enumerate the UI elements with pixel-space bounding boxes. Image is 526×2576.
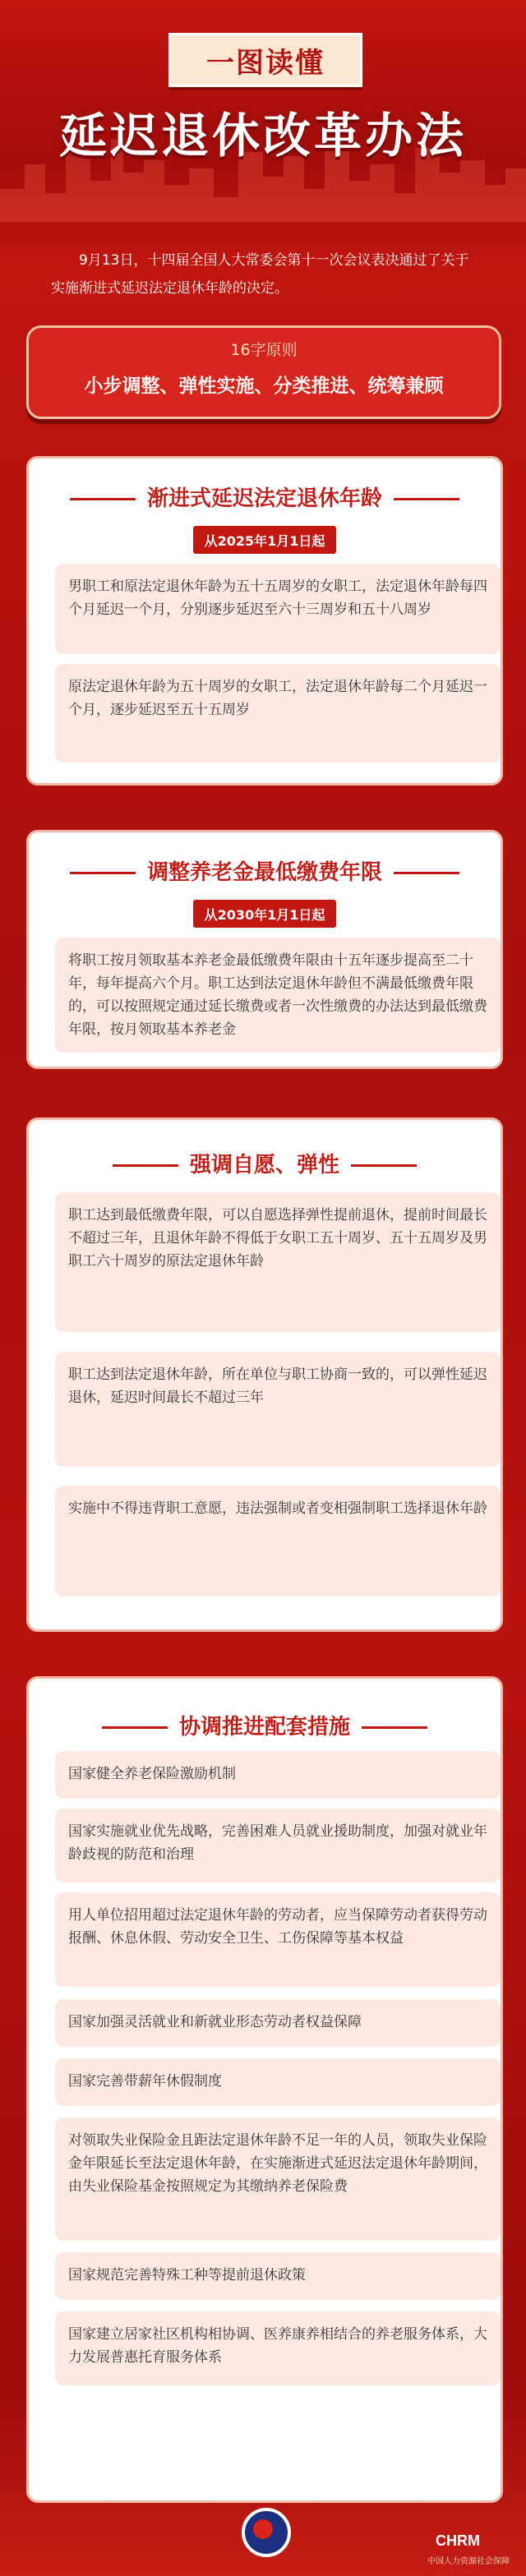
info-box: 原法定退休年龄为五十周岁的女职工，法定退休年龄每二个月延迟一个月，逐步延迟至五十五周岁 — [55, 664, 501, 763]
info-box: 国家规范完善特殊工种等提前退休政策 — [55, 2252, 501, 2300]
title-bar-right — [351, 1164, 417, 1167]
section-title — [29, 1148, 501, 1178]
title-bar-left — [70, 498, 136, 500]
title-bar-right — [394, 872, 459, 874]
info-box: 国家建立居家社区机构相协调、医养康养相结合的养老服务体系，大力发展普惠托育服务体系 — [55, 2311, 501, 2385]
title-bar-right — [394, 498, 459, 500]
footer-brand-sub: 中国人力资源社会保障 — [427, 2557, 510, 2566]
header — [0, 0, 526, 247]
info-box: 国家健全养老保险激励机制 — [55, 1751, 501, 1799]
section-title-text: 渐进式延迟法定退休年龄 — [146, 486, 382, 511]
principle-banner — [26, 325, 501, 419]
title-bar-right — [362, 1726, 427, 1729]
mohrss-logo-icon — [242, 2508, 291, 2557]
footer-brand: CHRM — [436, 2532, 480, 2549]
info-box: 用人单位招用超过法定退休年龄的劳动者，应当保障劳动者获得劳动报酬、休息休假、劳动安全卫生、工伤保障等基本权益 — [55, 1892, 501, 1987]
info-box: 国家加强灵活就业和新就业形态劳动者权益保障 — [55, 1999, 501, 2047]
principle-text: 小步调整、弹性实施、分类推进、统筹兼顾 — [84, 376, 444, 397]
main-title: 延迟退休改革办法 — [58, 108, 467, 164]
logo-inner — [253, 2519, 273, 2539]
info-box: 职工达到最低缴费年限，可以自愿选择弹性提前退休，提前时间最长不超过三年，且退休年龄不得低于女职工五十周岁、五十五周岁及男职工六十周岁的原法定退休年龄 — [55, 1192, 501, 1332]
small-title: 一图读懂 — [168, 33, 362, 87]
date-badge: 从2030年1月1日起 — [193, 900, 336, 928]
info-box: 国家完善带薪年休假制度 — [55, 2058, 501, 2106]
info-box: 对领取失业保险金且距法定退休年龄不足一年的人员，领取失业保险金年限延长至法定退休年龄，在实施渐进式延迟法定退休年龄期间，由失业保险基金按照规定为其缴纳养老保险费 — [55, 2117, 501, 2241]
section-title — [29, 855, 501, 886]
info-box: 实施中不得违背职工意愿，违法强制或者变相强制职工选择退休年龄 — [55, 1486, 501, 1597]
title-bar-left — [113, 1164, 178, 1167]
info-box: 将职工按月领取基本养老金最低缴费年限由十五年逐步提高至二十年，每年提高六个月。职工达到法定退休年龄但不满最低缴费年限的，可以按照规定通过延长缴费或者一次性缴费的办法达到最低缴费年限，按月领取基本养老金 — [55, 938, 501, 1053]
info-box: 男职工和原法定退休年龄为五十五周岁的女职工，法定退休年龄每四个月延迟一个月，分别逐步延迟至六十三周岁和五十八周岁 — [55, 564, 501, 654]
title-bar-left — [102, 1726, 168, 1729]
section-card-contribution — [26, 830, 503, 1069]
section-card-supporting-measures — [26, 1676, 503, 2503]
section-title — [29, 1710, 501, 1740]
section-card-voluntary — [26, 1117, 503, 1632]
section-title-text: 调整养老金最低缴费年限 — [146, 860, 382, 885]
section-title — [29, 482, 501, 512]
info-box: 职工达到法定退休年龄，所在单位与职工协商一致的，可以弹性延迟退休，延迟时间最长不超过三年 — [55, 1352, 501, 1467]
section-title-text: 强调自愿、弹性 — [189, 1153, 339, 1177]
title-bar-left — [70, 872, 136, 874]
section-card-delay-age — [26, 456, 503, 786]
intro-text: 9月13日，十四届全国人大常委会第十一次会议表决通过了关于实施渐进式延迟法定退休年龄的决定。 — [51, 252, 469, 297]
section-title-text: 协调推进配套措施 — [178, 1715, 350, 1740]
date-badge: 从2025年1月1日起 — [193, 526, 336, 554]
principle-label: 16字原则 — [230, 341, 298, 359]
info-box: 国家实施就业优先战略，完善困难人员就业援助制度，加强对就业年龄歧视的防范和治理 — [55, 1809, 501, 1882]
